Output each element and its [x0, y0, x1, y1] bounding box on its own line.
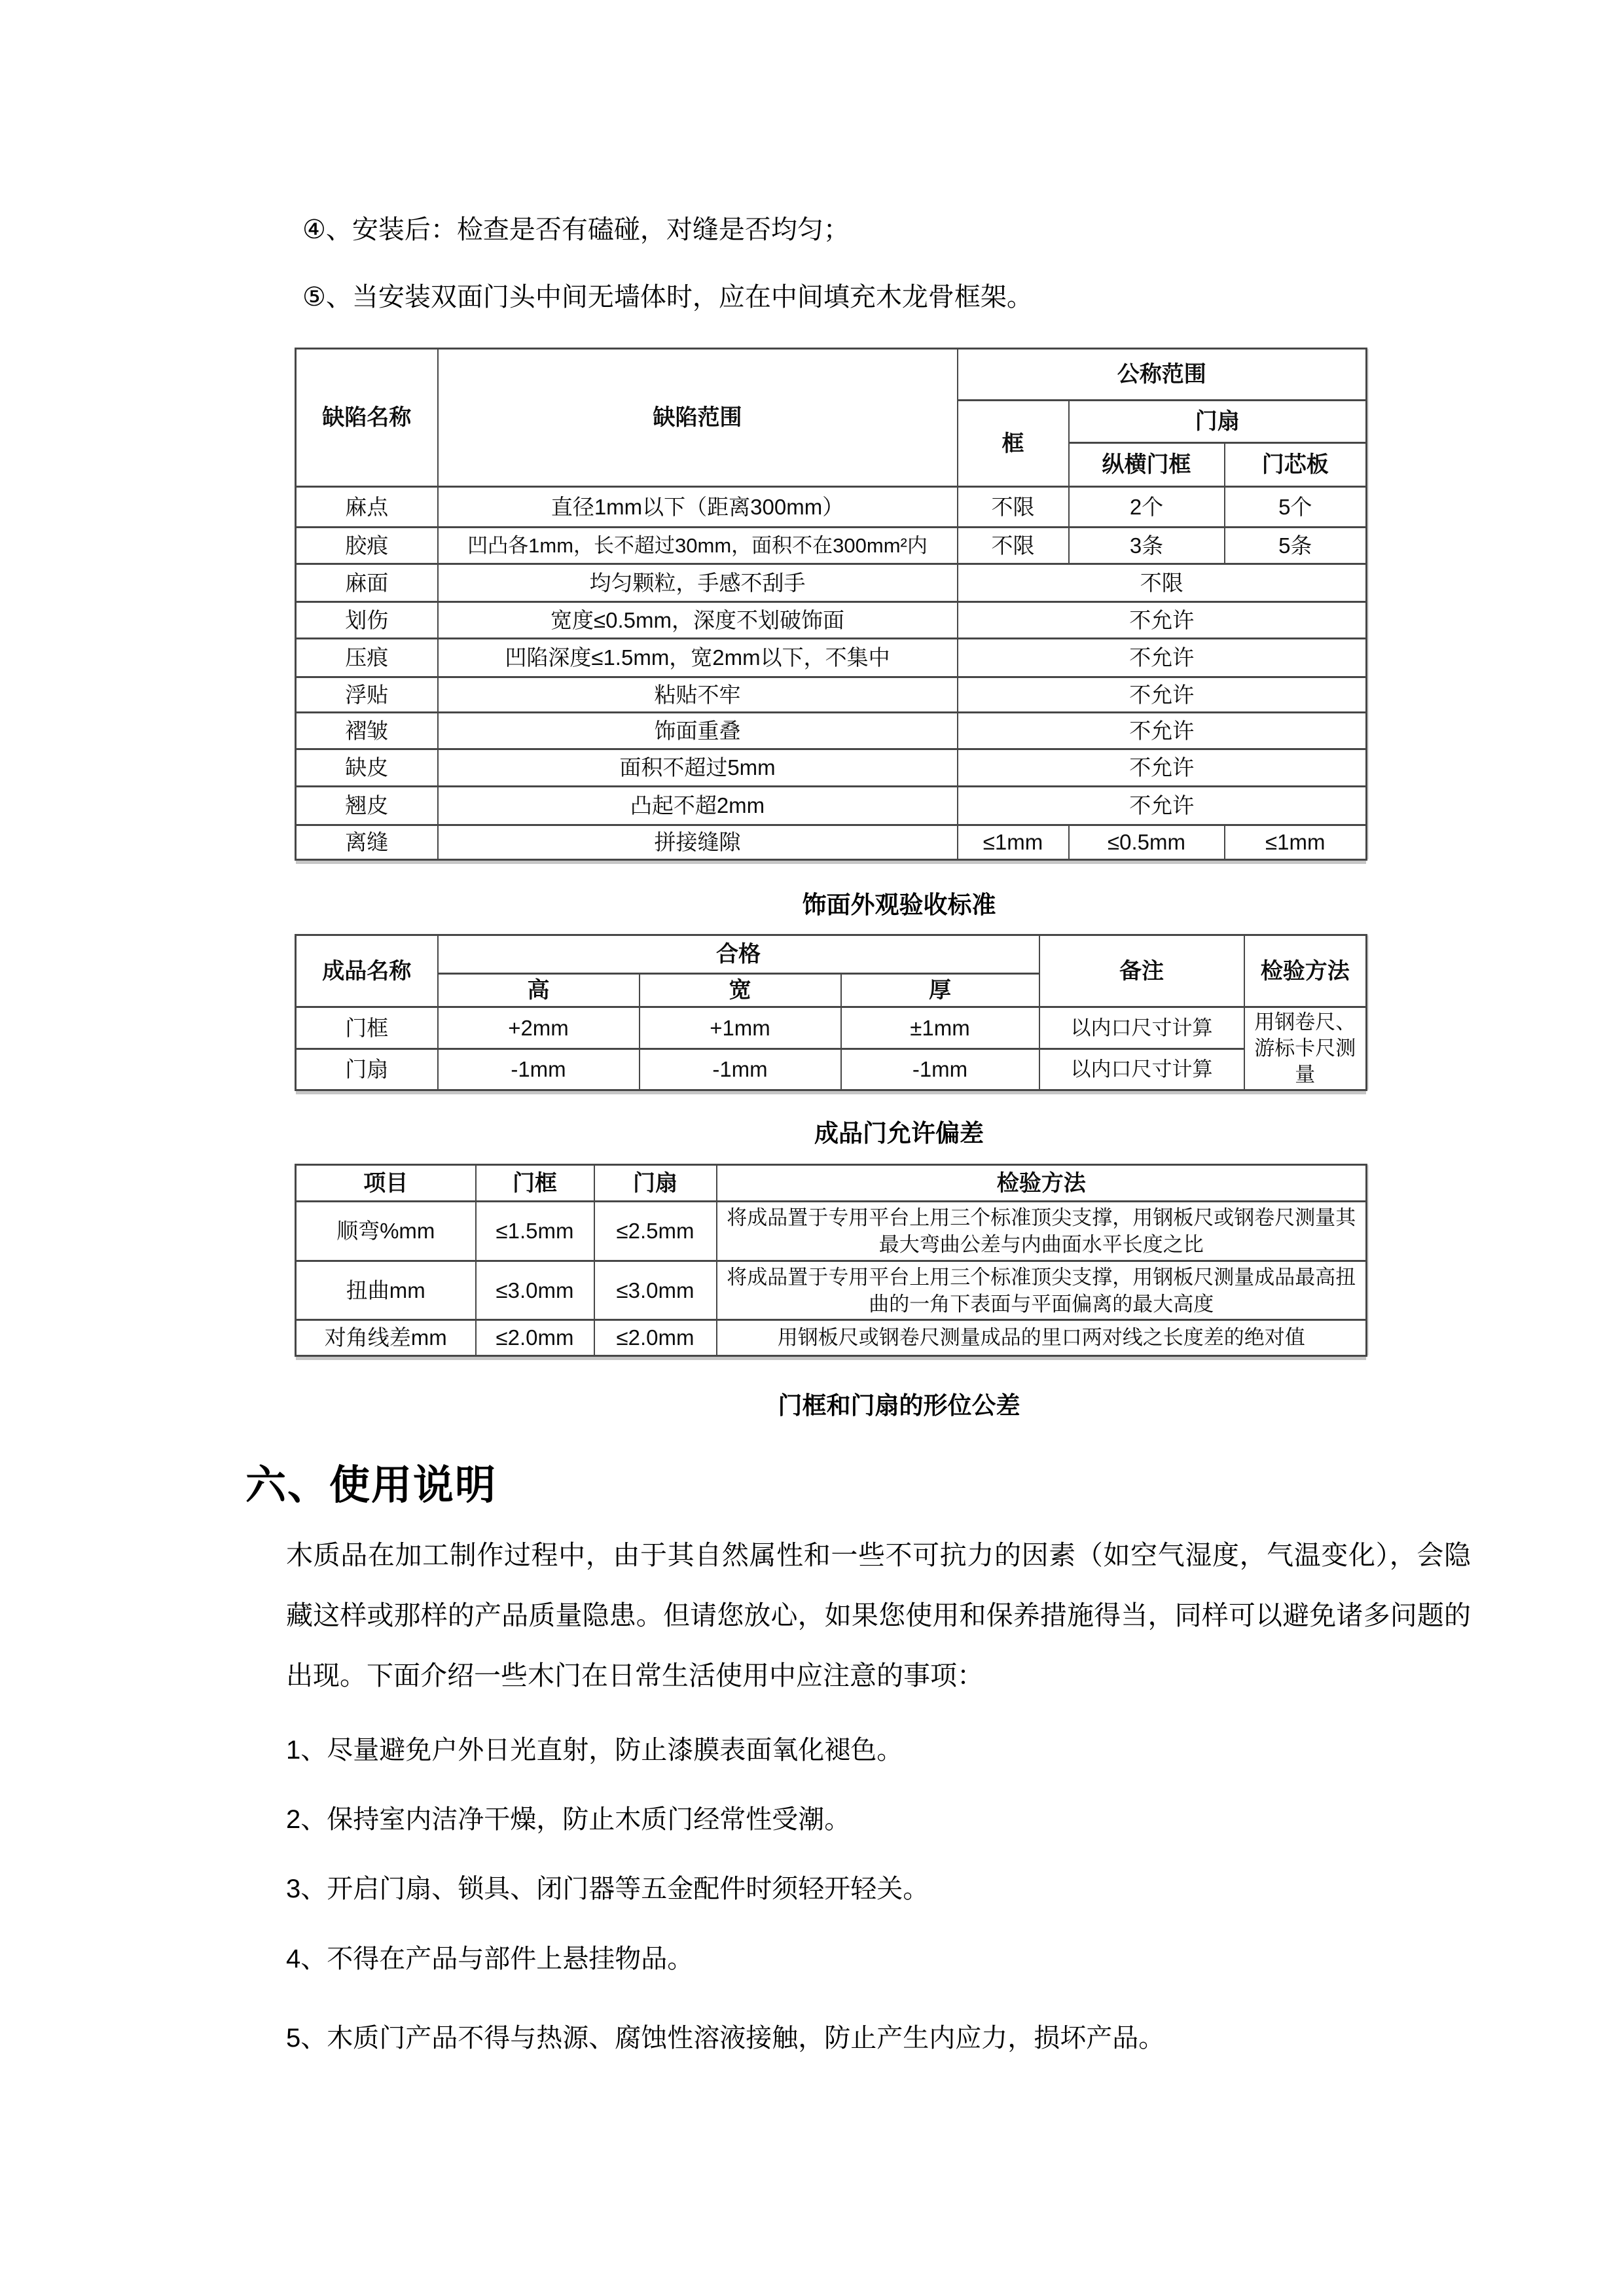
stiles-header: 纵横门框	[1069, 443, 1225, 487]
usage-item-5: 5、木质门产品不得与热源、腐蚀性溶液接触，防止产生内应力，损坏产品。	[286, 2024, 1165, 2053]
method-header: 检验方法	[1244, 935, 1367, 1007]
defect-range-cell: 凸起不超2mm	[438, 787, 958, 825]
defect-table-caption: 饰面外观验收标准	[802, 891, 996, 918]
frame-header: 门框	[476, 1165, 594, 1202]
usage-item-1: 1、尽量避免户外日光直射，防止漆膜表面氧化褪色。	[286, 1736, 903, 1765]
item-cell: 扭曲mm	[296, 1261, 476, 1320]
leaf-value-cell: ≤3.0mm	[594, 1261, 717, 1320]
defect-name-header: 缺陷名称	[296, 349, 438, 487]
stiles-value-cell: ≤0.5mm	[1069, 825, 1225, 860]
frame-value-cell: ≤3.0mm	[476, 1261, 594, 1320]
install-note-5: ⑤、当安装双面门头中间无墙体时，应在中间填充木龙骨框架。	[302, 283, 1033, 312]
defect-range-cell: 宽度≤0.5mm，深度不划破饰面	[438, 602, 958, 639]
door-leaf-header: 门扇	[1069, 401, 1367, 443]
usage-item-4: 4、不得在产品与部件上悬挂物品。	[286, 1945, 694, 1973]
table-row	[296, 1261, 1367, 1320]
defect-name-cell: 胶痕	[296, 528, 438, 564]
leaf-value-cell: ≤2.5mm	[594, 1202, 717, 1261]
table-row	[296, 787, 1367, 825]
remark-header: 备注	[1039, 935, 1244, 1007]
table-row	[296, 749, 1367, 787]
frame-value-cell: 不限	[958, 487, 1069, 528]
defect-range-header: 缺陷范围	[438, 349, 958, 487]
defect-name-cell: 浮贴	[296, 677, 438, 713]
method-value-cell: 用钢卷尺、游标卡尺测量	[1244, 1007, 1367, 1090]
nominal-range-header: 公称范围	[958, 349, 1367, 401]
defect-acceptance-table	[295, 348, 1367, 861]
table-row	[296, 713, 1367, 749]
table-row	[296, 1320, 1367, 1356]
merged-value-cell: 不允许	[958, 677, 1367, 713]
size-deviation-table	[295, 934, 1367, 1091]
method-cell: 将成品置于专用平台上用三个标准顶尖支撑，用钢板尺或钢卷尺测量其最大弯曲公差与内曲面水平长度之比	[717, 1202, 1367, 1261]
defect-range-cell: 粘贴不牢	[438, 677, 958, 713]
product-name-cell: 门框	[296, 1007, 438, 1049]
tolerance-table-caption: 门框和门扇的形位公差	[778, 1392, 1020, 1419]
table-row	[296, 825, 1367, 860]
merged-value-cell: 不允许	[958, 602, 1367, 639]
defect-name-cell: 麻点	[296, 487, 438, 528]
defect-name-cell: 麻面	[296, 564, 438, 602]
height-value-cell: -1mm	[438, 1049, 640, 1090]
defect-range-cell: 凹凸各1mm，长不超过30mm，面积不在300mm²内	[438, 528, 958, 564]
defect-name-cell: 翘皮	[296, 787, 438, 825]
width-value-cell: +1mm	[640, 1007, 841, 1049]
install-note-4: ④、安装后：检查是否有磕碰，对缝是否均匀；	[302, 215, 850, 244]
core-value-cell: 5个	[1225, 487, 1367, 528]
pass-header: 合格	[438, 935, 1039, 974]
merged-value-cell: 不允许	[958, 639, 1367, 677]
table-row	[296, 349, 1367, 401]
defect-range-cell: 直径1mm以下（距离300mm）	[438, 487, 958, 528]
merged-value-cell: 不允许	[958, 713, 1367, 749]
defect-name-cell: 划伤	[296, 602, 438, 639]
defect-range-cell: 饰面重叠	[438, 713, 958, 749]
defect-range-cell: 凹陷深度≤1.5mm，宽2mm以下，不集中	[438, 639, 958, 677]
frame-value-cell: ≤1.5mm	[476, 1202, 594, 1261]
height-header: 高	[438, 974, 640, 1007]
merged-value-cell: 不限	[958, 564, 1367, 602]
remark-value-cell: 以内口尺寸计算	[1039, 1007, 1244, 1049]
table-row	[296, 1202, 1367, 1261]
table-row	[296, 564, 1367, 602]
remark-value-cell: 以内口尺寸计算	[1039, 1049, 1244, 1090]
thickness-header: 厚	[841, 974, 1039, 1007]
frame-value-cell: ≤1mm	[958, 825, 1069, 860]
table-row	[296, 935, 1367, 974]
size-table-caption: 成品门允许偏差	[814, 1120, 984, 1147]
usage-section-heading: 六、使用说明	[245, 1463, 497, 1508]
leaf-value-cell: ≤2.0mm	[594, 1320, 717, 1356]
width-value-cell: -1mm	[640, 1049, 841, 1090]
tolerance-table	[295, 1164, 1367, 1357]
core-value-cell: 5条	[1225, 528, 1367, 564]
method-cell: 用钢板尺或钢卷尺测量成品的里口两对线之长度差的绝对值	[717, 1320, 1367, 1356]
table-row	[296, 639, 1367, 677]
table-row	[296, 487, 1367, 528]
merged-value-cell: 不允许	[958, 749, 1367, 787]
table-row	[296, 1007, 1367, 1049]
leaf-header: 门扇	[594, 1165, 717, 1202]
core-board-header: 门芯板	[1225, 443, 1367, 487]
stiles-value-cell: 2个	[1069, 487, 1225, 528]
usage-item-3: 3、开启门扇、锁具、闭门器等五金配件时须轻开轻关。	[286, 1874, 929, 1903]
table-row	[296, 677, 1367, 713]
defect-range-cell: 面积不超过5mm	[438, 749, 958, 787]
method-cell: 将成品置于专用平台上用三个标准顶尖支撑，用钢板尺测量成品最高扭曲的一角下表面与平面偏离的最大高度	[717, 1261, 1367, 1320]
stiles-value-cell: 3条	[1069, 528, 1225, 564]
item-cell: 对角线差mm	[296, 1320, 476, 1356]
method-header: 检验方法	[717, 1165, 1367, 1202]
table-row	[296, 1165, 1367, 1202]
table-row	[296, 528, 1367, 564]
height-value-cell: +2mm	[438, 1007, 640, 1049]
thickness-value-cell: -1mm	[841, 1049, 1039, 1090]
table-row	[296, 602, 1367, 639]
frame-value-cell: 不限	[958, 528, 1069, 564]
merged-value-cell: 不允许	[958, 787, 1367, 825]
thickness-value-cell: ±1mm	[841, 1007, 1039, 1049]
defect-range-cell: 拼接缝隙	[438, 825, 958, 860]
width-header: 宽	[640, 974, 841, 1007]
product-name-cell: 门扇	[296, 1049, 438, 1090]
usage-intro-paragraph: 木质品在加工制作过程中，由于其自然属性和一些不可抗力的因素（如空气湿度，气温变化），会隐藏这样或那样的产品质量隐患。但请您放心，如果您使用和保养措施得当，同样可以避免诸多问题的出现。下面介绍一些木门在日常生活使用中应注意的事项：	[286, 1540, 1471, 1691]
table-row	[296, 1049, 1367, 1090]
defect-range-cell: 均匀颗粒，手感不刮手	[438, 564, 958, 602]
defect-name-cell: 褶皱	[296, 713, 438, 749]
item-header: 项目	[296, 1165, 476, 1202]
frame-value-cell: ≤2.0mm	[476, 1320, 594, 1356]
usage-item-2: 2、保持室内洁净干燥，防止木质门经常性受潮。	[286, 1805, 851, 1834]
core-value-cell: ≤1mm	[1225, 825, 1367, 860]
defect-name-cell: 离缝	[296, 825, 438, 860]
item-cell: 顺弯%mm	[296, 1202, 476, 1261]
product-name-header: 成品名称	[296, 935, 438, 1007]
defect-name-cell: 压痕	[296, 639, 438, 677]
defect-name-cell: 缺皮	[296, 749, 438, 787]
frame-header: 框	[958, 401, 1069, 487]
